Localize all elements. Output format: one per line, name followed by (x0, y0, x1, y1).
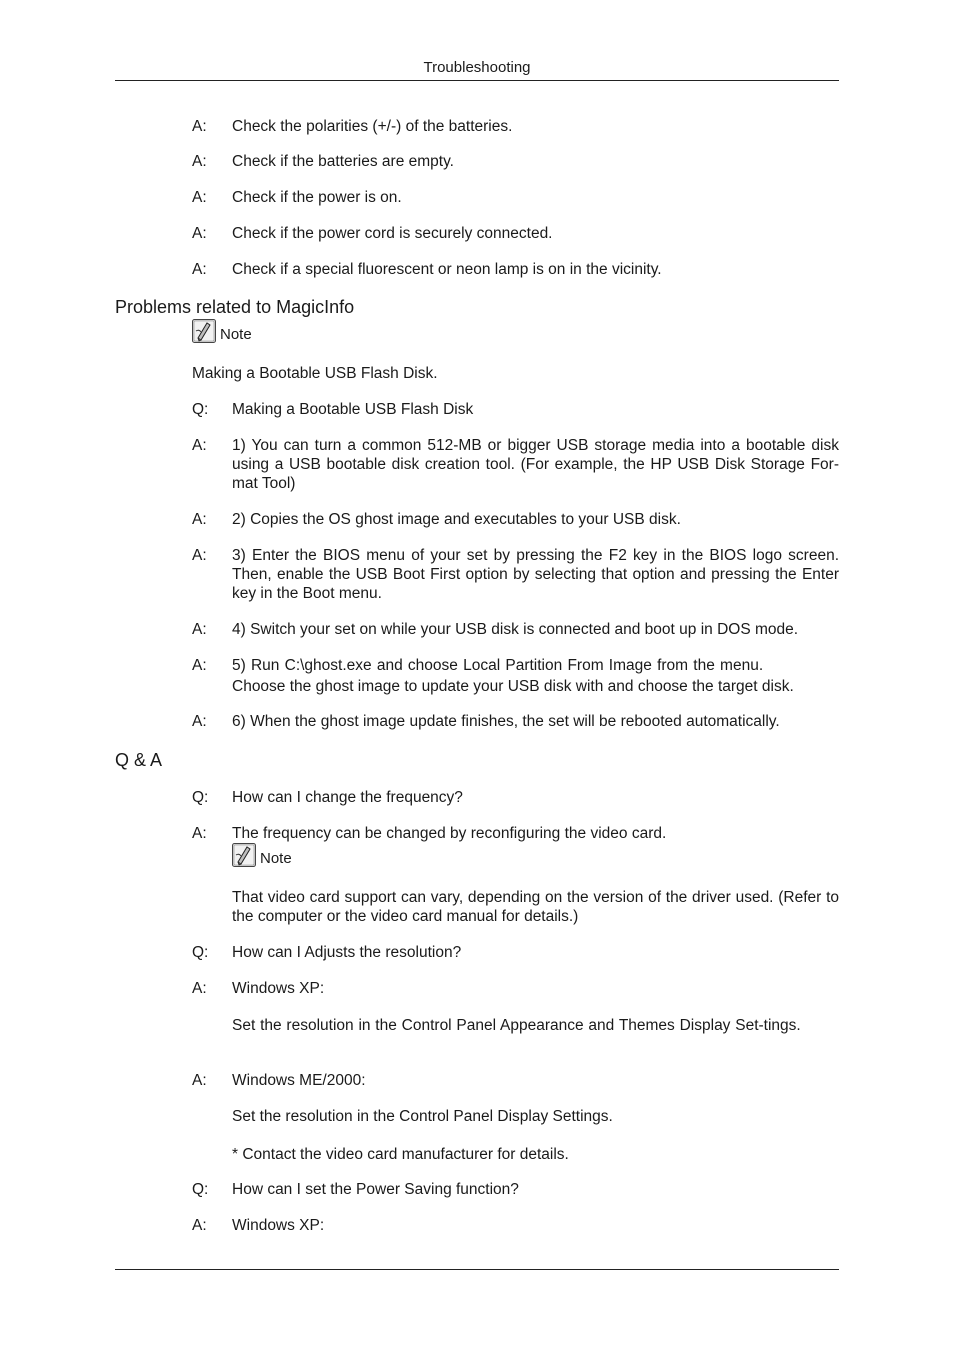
answer-prefix: A: (192, 153, 207, 170)
answer-text: Check if a special fluorescent or neon lamp is on in the vicinity. (232, 261, 662, 278)
question-prefix: Q: (192, 944, 209, 961)
answer-continuation: Choose the ghost image to update your USB disk with and choose the target disk. (232, 678, 794, 695)
answer-footnote: * Contact the video card manufacturer for details. (232, 1146, 569, 1163)
answer-detail: Set the resolution in the Control Panel Appearance and Themes Display Set-tings. (232, 1017, 801, 1034)
answer-prefix: A: (192, 437, 207, 454)
answer-text: Windows ME/2000: (232, 1072, 366, 1089)
note-callout (232, 843, 292, 867)
question-prefix: Q: (192, 1181, 209, 1198)
answer-text: Check if the power cord is securely connected. (232, 225, 553, 242)
note-label: Note (260, 850, 292, 867)
note-callout (192, 319, 252, 343)
answer-prefix: A: (192, 980, 207, 997)
answer-text: 1) You can turn a common 512-MB or bigger USB storage media into a bootable disk using a USB bootable disk creation tool. (For example, the HP USB Disk Storage For-mat Tool) (232, 437, 839, 492)
answer-text: 6) When the ghost image update finishes, the set will be rebooted automatically. (232, 713, 780, 730)
answer-prefix: A: (192, 657, 207, 674)
answer-text: Check if the power is on. (232, 189, 402, 206)
answer-text: The frequency can be changed by reconfiguring the video card. (232, 825, 667, 842)
answer-prefix: A: (192, 621, 207, 638)
section-heading-qa: Q & A (115, 750, 163, 770)
answer-prefix: A: (192, 261, 207, 278)
answer-prefix: A: (192, 1072, 207, 1089)
header-rule (115, 80, 839, 81)
section-heading-magicinfo: Problems related to MagicInfo (115, 297, 355, 317)
answer-prefix: A: (192, 118, 207, 135)
answer-text: Windows XP: (232, 1217, 325, 1234)
question-text: How can I change the frequency? (232, 789, 463, 806)
answer-text: Windows XP: (232, 980, 325, 997)
answer-text: 3) Enter the BIOS menu of your set by pressing the F2 key in the BIOS logo screen. Then, enable the USB Boot First option by selecting that option and pressing the Enter key in the Boot menu. (232, 547, 839, 602)
answer-prefix: A: (192, 825, 207, 842)
note-icon (192, 319, 216, 343)
question-text: How can I Adjusts the resolution? (232, 944, 462, 961)
answer-text: 5) Run C:\ghost.exe and choose Local Partition From Image from the menu. (232, 657, 764, 674)
question-prefix: Q: (192, 789, 209, 806)
answer-text: 4) Switch your set on while your USB disk is connected and boot up in DOS mode. (232, 621, 799, 638)
answer-text: 2) Copies the OS ghost image and executables to your USB disk. (232, 511, 681, 528)
question-text: How can I set the Power Saving function? (232, 1181, 519, 1198)
page-header-title: Troubleshooting (423, 59, 531, 76)
answer-text: Check the polarities (+/-) of the batteries. (232, 118, 513, 135)
answer-detail: Set the resolution in the Control Panel Display Settings. (232, 1108, 613, 1125)
answer-prefix: A: (192, 547, 207, 564)
answer-text: Check if the batteries are empty. (232, 153, 454, 170)
answer-prefix: A: (192, 225, 207, 242)
answer-prefix: A: (192, 1217, 207, 1234)
answer-prefix: A: (192, 189, 207, 206)
answer-prefix: A: (192, 713, 207, 730)
note-icon (232, 843, 256, 867)
question-text: Making a Bootable USB Flash Disk (232, 401, 474, 418)
note-text: Making a Bootable USB Flash Disk. (192, 365, 438, 382)
note-label: Note (220, 326, 252, 343)
answer-prefix: A: (192, 511, 207, 528)
note-text: That video card support can vary, depending on the version of the driver used. (Refer to the computer or the video card manual for details.) (232, 889, 839, 925)
footer-rule (115, 1269, 839, 1270)
question-prefix: Q: (192, 401, 209, 418)
